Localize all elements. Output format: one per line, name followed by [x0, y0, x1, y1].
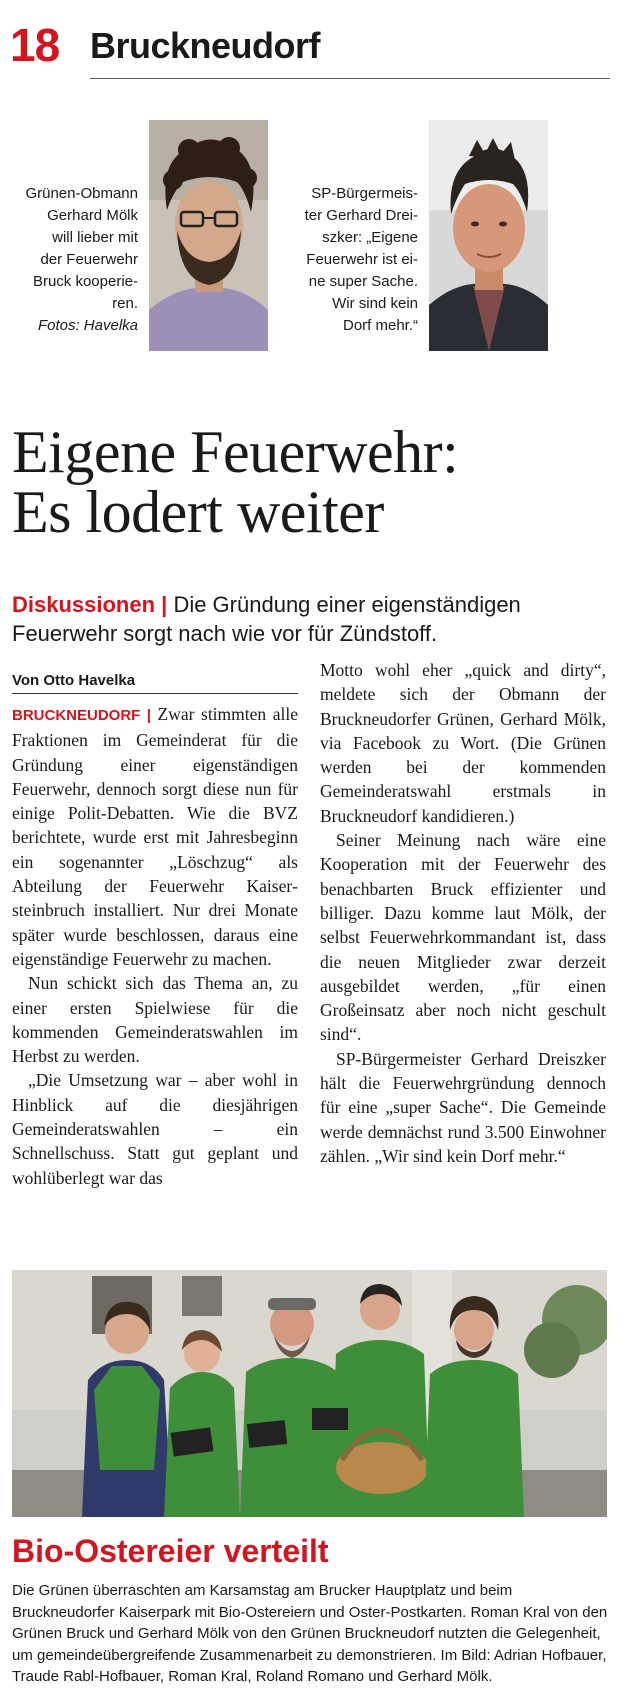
article-paragraph: „Die Umsetzung war – aber wohl in Hinblick auf die diesjährigen Gemeinderatswahlen – ein Schnellschuss. Statt gut geplant und wohlüberlegt war das	[12, 1070, 298, 1188]
deck	[12, 590, 617, 648]
group-photo	[12, 1270, 607, 1517]
article-paragraph: SP-Bürgermeister Gerhard Dreiszker hält die Feuerwehrgründung dennoch für eine „super Sache“. Die Gemeinde werde demnächst rund 3.500 Einwohner zählen. „Wir sind kein Dorf mehr.“	[320, 1048, 606, 1166]
deck-text: Die Gründung einer eigenständigen Feuerwehr sorgt nach wie vor für Zündstoff.	[12, 592, 521, 646]
byline: Von Otto Havelka	[12, 672, 136, 689]
article-paragraph: Motto wohl eher „quick and dirty“, meldete sich der Obmann der Bruckneudorfer Grünen, Gerhard Mölk, via Facebook zu Wort. (Die Grünen werden bei der kommenden Gemeinderatswahl erstmals in Bruckneudorf kandidieren.)	[320, 660, 606, 826]
page-number: 18	[10, 19, 60, 71]
photo-credit: Fotos: Havelka	[37, 317, 138, 334]
headline: Eigene Feuerwehr: Es lodert weiter	[12, 419, 459, 545]
dateline: BRUCKNEUDORF |	[12, 707, 151, 724]
article-paragraph: BRUCKNEUDORF | Zwar stimmten alle Fraktionen im Gemeinderat für die Gründung einer eigenständigen Feuerwehr, dennoch sorgt diese nun für einige Polit-Debatten. Wie die BVZ berichtete, wurde erst mit Jahresbeginn ein sogenannter „Löschzug“ als Abteilung der Feuerwehr Kaisersteinbruch installiert. Nur drei Monate später wurde beschlossen, daraus eine eigenständige Feuerwehr zu machen.	[12, 704, 298, 969]
section-title: Bruckneudorf	[90, 25, 321, 66]
portrait-moelk-image	[149, 120, 268, 351]
deck-kicker: Diskussionen |	[12, 592, 168, 617]
sidebar-title: Bio-Ostereier verteilt	[12, 1533, 329, 1569]
article-paragraph: Seiner Meinung nach wäre eine Kooperation mit der Feuerwehr des benachbarten Bruck effizienter und billiger. Dazu komme laut Mölk, der selbst Feuerwehrkommandant ist, dass die neuen Mitglieder zwar derzeit ausgebildet werden, „für einen Großeinsatz aber noch nicht geschult sind“.	[320, 830, 606, 1045]
caption-left: Grünen-Obmann Gerhard Mölk will lieber mit der Feuerwehr Bruck kooperie- ren. Fotos: Havelka	[10, 183, 138, 337]
caption-right: SP-Bürgermeis- ter Gerhard Drei- szker: „Eigene Feuerwehr ist ei- ne super Sache. Wir sind kein Dorf mehr.“	[304, 185, 418, 334]
portrait-gerhard-moelk	[149, 120, 268, 351]
article-column-right	[320, 658, 606, 1168]
portrait-gerhard-dreiszker	[429, 120, 548, 351]
article-paragraph: Nun schickt sich das Thema an, zu einer ersten Spielwiese für die kommenden Gemeinderatswahlen im Herbst zu werden.	[12, 973, 298, 1067]
header-rule	[90, 78, 610, 79]
portrait-dreiszker-image	[429, 120, 548, 351]
byline-rule	[12, 693, 298, 694]
article-column-left	[12, 702, 298, 1190]
group-photo-image	[12, 1270, 607, 1517]
sidebar-body: Die Grünen überraschten am Karsamstag am Brucker Hauptplatz und beim Bruckneudorfer Kaiserpark mit Bio-Ostereiern und Oster-Postkarten. Roman Kral von den Grünen Bruck und Gerhard Mölk von den Grünen Bruckneudorf nutzten die Gelegenheit, um gemeindeübergreifende Zusammenarbeit zu demonstrieren. Im Bild: Adrian Hofbauer, Traude Rabl-Hofbauer, Roman Kral, Roland Romano und Gerhard Mölk.	[12, 1582, 608, 1686]
